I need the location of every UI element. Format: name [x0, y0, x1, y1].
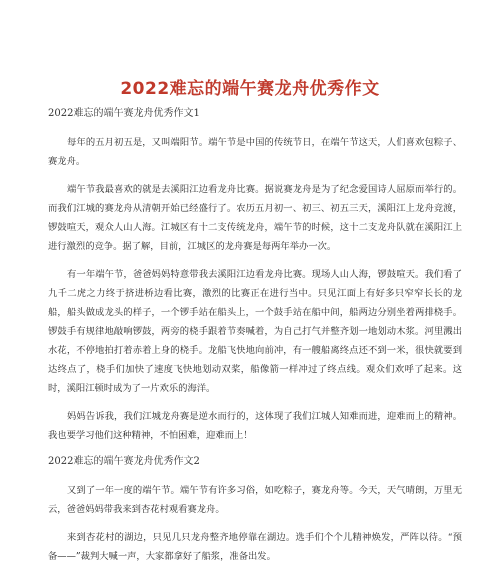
paragraph: 来到杏花村的湖边，只见几只龙舟整齐地停靠在湖边。选手们个个儿精神焕发，严阵以待。“预备——”裁判大喊一声，大家都拿好了船浆，准备出发。: [48, 532, 462, 562]
paragraph: 端午节我最喜欢的就是去溪阳江边看龙舟比赛。据说赛龙舟是为了纪念爱国诗人屈原而举行的。而我们江城的赛龙舟从清朝开始已经盛行了。农历五月初一、初三、初五三天，溪阳江上龙舟竞渡，锣鼓喧天，观众人山人海。江城区有十二支传统龙舟，端午节的时候，这十二支龙舟队就在溪阳江上进行激烈的竞争。据了解，目前，江城区的龙舟赛是每两年举办一次。: [48, 184, 462, 252]
section-heading-2: 2022难忘的端午赛龙舟优秀作文2: [48, 456, 200, 467]
paragraph: 有一年端午节，爸爸妈妈特意带我去溪阳江边看龙舟比赛。现场人山人海，锣鼓喧天。我们看了九千二虎之力终于挤进桥边看比赛，激烈的比赛正在进行当中。只见江面上有好多只窄窄长长的龙船，船头做成龙头的样子，一个锣手站在船头上，一个鼓手站在船中间，船两边分别坐着两排桡手。锣鼓手有规律地敲响锣鼓，两旁的桡手跟着节奏喊着，为自己打气并整齐划一地划动木浆。河里溅出水花，不停地拍打着赤着上身的桡手。龙船飞快地向前冲，有一艘船离终点还不到一米，很快就要到达终点了，桡手们加快了速度飞快地划动双桨，船像箭一样冲过了终点线。观众们欢呼了起来。这时，溪阳江顿时成为了一片欢乐的海洋。: [48, 269, 462, 394]
article-body: [48, 106, 462, 575]
page-title: 2022难忘的端午赛龙舟优秀作文: [120, 79, 380, 99]
paragraph: 每年的五月初五是，又叫端阳节。端午节是中国的传统节日，在端午节这天，人们喜欢包粽子、赛龙舟。: [48, 137, 462, 167]
paragraph: 又到了一年一度的端午节。端午节有许多习俗，如吃粽子，赛龙舟等。今天，天气晴朗，万里无云，爸爸妈妈带我来到杏花村观看赛龙舟。: [48, 485, 462, 515]
section-heading-1: 2022难忘的端午赛龙舟优秀作文1: [48, 108, 200, 119]
paragraph: 妈妈告诉我，我们江城龙舟赛是逆水而行的，这体现了我们江城人知难而进，迎难而上的精神。我也要学习他们这种精神，不怕困难，迎难而上！: [48, 411, 462, 441]
